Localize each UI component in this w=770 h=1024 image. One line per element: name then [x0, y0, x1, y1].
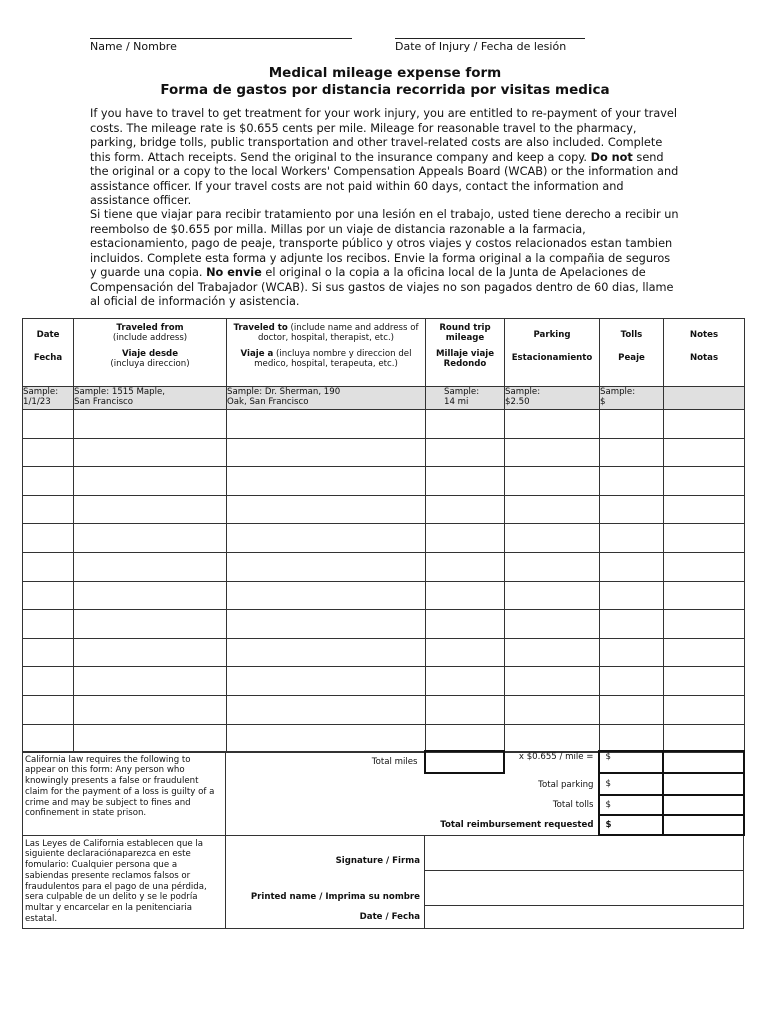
cell-from[interactable]	[74, 638, 227, 667]
spacer-3	[226, 815, 425, 835]
col-to-es-sub: (incluya nombre y direccion del medico, hospital, terapeuta, etc.)	[254, 349, 412, 369]
reimbursement-notes-cell[interactable]	[663, 815, 744, 835]
cell-date[interactable]	[23, 495, 74, 524]
intro-es	[90, 208, 680, 310]
cell-tolls[interactable]	[600, 610, 664, 639]
tolls-notes-cell[interactable]	[663, 795, 744, 815]
cell-parking[interactable]	[505, 638, 600, 667]
cell-parking[interactable]	[505, 724, 600, 753]
printed-name-field[interactable]	[425, 870, 743, 906]
cell-to[interactable]	[227, 667, 426, 696]
cell-tolls[interactable]	[600, 438, 664, 467]
date-field[interactable]	[425, 905, 743, 926]
rate-notes-cell[interactable]	[663, 751, 744, 773]
ca-law-es-text: Las Leyes de California establecen que la siguiente declaraciónaparezca en este fomulario: Cualquier persona que a sabiendas presente reclamos falsos or fraudulentos para el pago de una pérdida, sera culpable de un delito y se le podría multar y encarcelar en la penitenciaria estatal.	[25, 838, 207, 925]
cell-mileage[interactable]	[426, 667, 505, 696]
table-row	[23, 524, 745, 553]
table-row	[23, 724, 745, 753]
date-of-injury-line[interactable]	[395, 38, 585, 39]
date-of-injury-label: Date of Injury / Fecha de lesión	[395, 40, 567, 53]
cell-to[interactable]	[227, 410, 426, 439]
printed-name-label: Printed name / Imprima su nombre	[250, 891, 420, 902]
col-to-es: Viaje a	[240, 349, 274, 359]
cell-date[interactable]	[23, 581, 74, 610]
col-date-es: Fecha	[33, 352, 63, 363]
col-tolls-en: Tolls	[620, 329, 643, 340]
col-date-en: Date	[36, 329, 60, 340]
cell-notes[interactable]	[664, 410, 745, 439]
name-label: Name / Nombre	[90, 40, 177, 53]
table-row	[23, 467, 745, 496]
totals-table	[22, 750, 745, 929]
cell-from[interactable]	[74, 410, 227, 439]
sample-from: Sample: 1515 Maple, San Francisco	[74, 387, 227, 410]
cell-notes[interactable]	[664, 724, 745, 753]
cell-from[interactable]	[74, 667, 227, 696]
cell-parking[interactable]	[505, 410, 600, 439]
cell-mileage[interactable]	[426, 495, 505, 524]
cell-mileage[interactable]	[426, 695, 505, 724]
sample-tolls: Sample: $	[600, 387, 664, 410]
cell-from[interactable]	[74, 524, 227, 553]
sample-parking: Sample: $2.50	[505, 387, 600, 410]
total-reimbursement-label	[425, 815, 599, 835]
table-header-row	[23, 319, 745, 387]
cell-date[interactable]	[23, 552, 74, 581]
cell-date[interactable]	[23, 724, 74, 753]
parking-notes-cell[interactable]	[663, 773, 744, 795]
cell-mileage[interactable]	[426, 638, 505, 667]
total-parking-label	[425, 773, 599, 795]
col-notes	[664, 319, 745, 387]
col-notes-es: Notas	[689, 352, 719, 363]
col-notes-en: Notes	[689, 329, 719, 340]
cell-date[interactable]	[23, 695, 74, 724]
table-row	[23, 695, 745, 724]
cell-notes[interactable]	[664, 581, 745, 610]
col-to-en-sub: (include name and address of doctor, hospital, therapist, etc.)	[257, 323, 419, 343]
cell-from[interactable]	[74, 552, 227, 581]
col-to-en: Traveled to	[233, 323, 288, 333]
signature-block	[226, 835, 425, 928]
total-miles-input[interactable]	[425, 751, 504, 773]
intro-es-text-2: el original o la copia a la oficina local de la Junta de Apelaciones de Compensación del Trabajador (WCAB). Si sus gastos de viajes no son pagados dentro de 60 dias, llame al oficial de información y asistencia.	[90, 266, 674, 308]
cell-parking[interactable]	[505, 581, 600, 610]
cell-notes[interactable]	[664, 524, 745, 553]
col-parking-es: Estacionamiento	[511, 352, 593, 363]
cell-from[interactable]	[74, 438, 227, 467]
sample-row	[23, 387, 745, 410]
cell-to[interactable]	[227, 638, 426, 667]
cell-notes[interactable]	[664, 467, 745, 496]
cell-parking[interactable]	[505, 467, 600, 496]
cell-parking[interactable]	[505, 610, 600, 639]
cell-tolls[interactable]	[600, 667, 664, 696]
col-tolls	[600, 319, 664, 387]
cell-from[interactable]	[74, 495, 227, 524]
mileage-table	[22, 318, 745, 753]
col-from	[74, 319, 227, 387]
spacer-2	[226, 795, 425, 815]
table-row	[23, 438, 745, 467]
intro-en-text-1: If you have to travel to get treatment for your work injury, you are entitled to re-payment of your travel costs. The mileage rate is $0.655 cents per mile. Mileage for reasonable travel to the pharmacy, parking, bridge tolls, public transportation and other travel-related costs are also included. Complete this form. Attach receipts. Send the original to the insurance company and keep a copy.	[90, 107, 678, 164]
cell-notes[interactable]	[664, 638, 745, 667]
cell-to[interactable]	[227, 495, 426, 524]
col-from-es: Viaje desde	[121, 349, 179, 359]
total-tolls-text: Total tolls	[552, 800, 594, 810]
cell-mileage[interactable]	[426, 524, 505, 553]
col-tolls-es: Peaje	[618, 352, 645, 363]
cell-to[interactable]	[227, 724, 426, 753]
cell-to[interactable]	[227, 524, 426, 553]
cell-mileage[interactable]	[426, 410, 505, 439]
cell-parking[interactable]	[505, 667, 600, 696]
col-parking	[505, 319, 600, 387]
cell-tolls[interactable]	[600, 467, 664, 496]
cell-tolls[interactable]	[600, 724, 664, 753]
col-round-es: Millaje viaje Redondo	[435, 349, 495, 369]
cell-date[interactable]	[23, 438, 74, 467]
cell-from[interactable]	[74, 467, 227, 496]
col-from-es-sub: (incluya direccion)	[110, 359, 190, 369]
cell-parking[interactable]	[505, 524, 600, 553]
intro-en-text-2: send the original or a copy to the local Workers' Compensation Appeals Board (WCAB) or the information and assistance officer. If your travel costs are not paid within 60 days, contact the information and assistance officer.	[90, 150, 679, 207]
cell-from[interactable]	[74, 610, 227, 639]
table-row	[23, 638, 745, 667]
sample-to: Sample: Dr. Sherman, 190 Oak, San Francisco	[227, 387, 426, 410]
spacer-1	[226, 773, 425, 795]
cell-to[interactable]	[227, 695, 426, 724]
cell-parking[interactable]	[505, 495, 600, 524]
cell-mileage[interactable]	[426, 467, 505, 496]
reimbursement-dollar: $	[605, 820, 612, 830]
col-date	[23, 319, 74, 387]
sample-mileage: Sample: 14 mi	[426, 387, 505, 410]
cell-mileage[interactable]	[426, 610, 505, 639]
col-parking-en: Parking	[533, 329, 571, 340]
table-row	[23, 581, 745, 610]
cell-notes[interactable]	[664, 495, 745, 524]
cell-mileage[interactable]	[426, 438, 505, 467]
cell-tolls[interactable]	[600, 495, 664, 524]
cell-date[interactable]	[23, 667, 74, 696]
col-from-en: Traveled from	[116, 323, 184, 333]
cell-to[interactable]	[227, 467, 426, 496]
cell-to[interactable]	[227, 610, 426, 639]
sample-date: Sample: 1/1/23	[23, 387, 74, 410]
signature-fields	[425, 835, 744, 928]
total-tolls-cell[interactable]	[599, 795, 663, 815]
cell-parking[interactable]	[505, 552, 600, 581]
cell-notes[interactable]	[664, 552, 745, 581]
cell-tolls[interactable]	[600, 410, 664, 439]
cell-date[interactable]	[23, 410, 74, 439]
intro-en	[90, 107, 680, 209]
total-tolls-label	[425, 795, 599, 815]
table-row	[23, 610, 745, 639]
table-row	[23, 552, 745, 581]
title-es: Forma de gastos por distancia recorrida por visitas medica	[160, 82, 610, 98]
total-reimbursement-text: Total reimbursement requested	[440, 819, 594, 830]
signature-field[interactable]	[425, 836, 743, 871]
col-to	[227, 319, 426, 387]
cell-mileage[interactable]	[426, 552, 505, 581]
date-label: Date / Fecha	[359, 911, 420, 922]
total-miles-label	[226, 751, 425, 773]
rate-dollar: $	[605, 752, 611, 762]
cell-to[interactable]	[227, 581, 426, 610]
intro-es-bold: No envie	[206, 266, 262, 279]
intro-en-bold: Do not	[590, 150, 633, 164]
total-reimbursement-cell[interactable]	[599, 815, 663, 835]
cell-to[interactable]	[227, 552, 426, 581]
col-round-trip	[426, 319, 505, 387]
cell-parking[interactable]	[505, 438, 600, 467]
total-parking-cell[interactable]	[599, 773, 663, 795]
cell-notes[interactable]	[664, 695, 745, 724]
cell-date[interactable]	[23, 524, 74, 553]
cell-tolls[interactable]	[600, 552, 664, 581]
cell-from[interactable]	[74, 695, 227, 724]
cell-tolls[interactable]	[600, 695, 664, 724]
cell-tolls[interactable]	[600, 524, 664, 553]
cell-from[interactable]	[74, 724, 227, 753]
cell-date[interactable]	[23, 610, 74, 639]
ca-law-en-text: California law requires the following to appear on this form: Any person who knowingly presents a false or fraudulent claim for the payment of a loss is guilty of a crime and may be subject to fines and confinement in state prison.	[25, 754, 215, 819]
cell-notes[interactable]	[664, 610, 745, 639]
cell-tolls[interactable]	[600, 638, 664, 667]
cell-mileage[interactable]	[426, 724, 505, 753]
cell-parking[interactable]	[505, 695, 600, 724]
ca-law-en	[23, 751, 226, 835]
signature-label: Signature / Firma	[335, 855, 420, 866]
intro-es-text-1: Si tiene que viajar para recibir tratamiento por una lesión en el trabajo, usted tiene derecho a recibir un reembolso de $0.655 por milla. Millas por un viaje de distancia razonable a la farmacia, estacionamiento, pago de peaje, transporte público y otros viajes y costos relacionados estan tambien incluidos. Complete esta forma y adjunte los recibos. Envie la forma original a la compañia de seguros y guarde una copia.	[90, 208, 679, 279]
table-row	[23, 410, 745, 439]
name-line[interactable]	[90, 38, 352, 39]
table-row	[23, 667, 745, 696]
table-row	[23, 495, 745, 524]
rate-label	[504, 751, 599, 773]
col-round-en: Round trip mileage	[439, 323, 491, 343]
total-miles-text: Total miles	[371, 757, 418, 768]
cell-date[interactable]	[23, 638, 74, 667]
title-en: Medical mileage expense form	[268, 65, 502, 81]
rate-total-cell[interactable]	[599, 751, 663, 773]
col-from-en-sub: (include address)	[112, 333, 188, 343]
rate-text: x $0.655 / mile =	[518, 751, 594, 762]
parking-dollar: $	[605, 779, 611, 789]
cell-notes[interactable]	[664, 438, 745, 467]
sample-notes	[664, 387, 745, 410]
tolls-dollar: $	[605, 800, 611, 810]
total-parking-text: Total parking	[538, 779, 594, 790]
cell-to[interactable]	[227, 438, 426, 467]
cell-from[interactable]	[74, 581, 227, 610]
cell-tolls[interactable]	[600, 581, 664, 610]
ca-law-es	[23, 835, 226, 928]
cell-notes[interactable]	[664, 667, 745, 696]
cell-date[interactable]	[23, 467, 74, 496]
cell-mileage[interactable]	[426, 581, 505, 610]
